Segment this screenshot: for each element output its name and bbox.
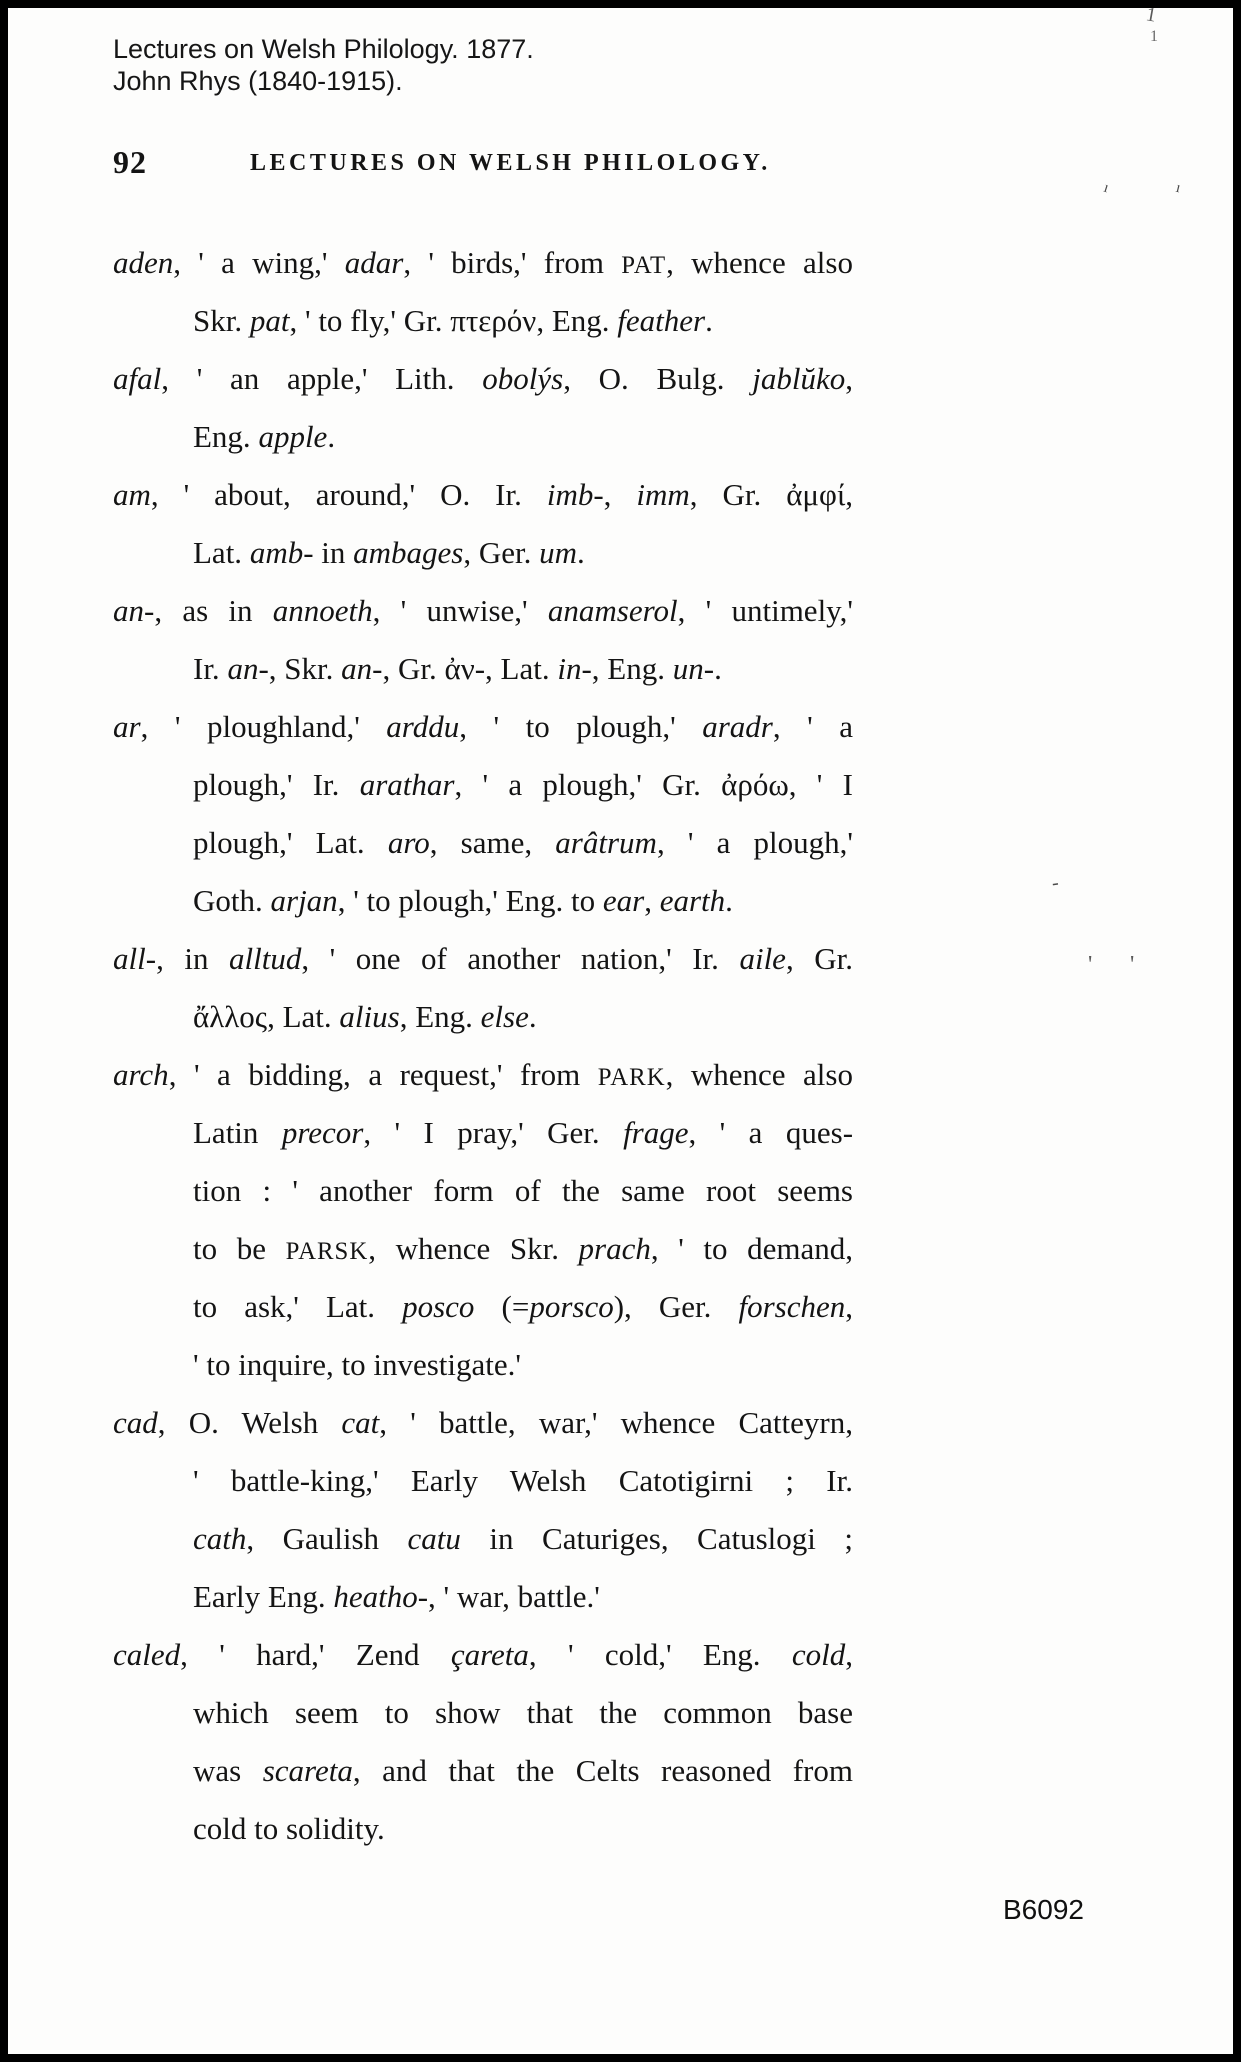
text-segment: ), Ger. xyxy=(613,1289,739,1324)
text-segment: cath xyxy=(193,1521,247,1556)
text-segment: , ' a xyxy=(772,709,853,744)
text-line xyxy=(113,872,853,930)
text-segment: afal xyxy=(113,361,162,396)
text-line xyxy=(113,582,853,640)
text-segment: ar xyxy=(113,709,141,744)
text-segment: ἄλλος xyxy=(193,999,268,1034)
text-segment: anamserol xyxy=(547,593,678,628)
text-segment: in- xyxy=(557,651,592,686)
text-segment: earth xyxy=(659,883,726,918)
text-line xyxy=(113,1452,853,1510)
text-segment: , ' hard,' Zend xyxy=(180,1637,451,1672)
text-segment: , xyxy=(845,477,854,512)
text-segment: , xyxy=(603,477,637,512)
text-segment: , Gr. xyxy=(382,651,445,686)
text-segment: . xyxy=(577,535,585,570)
text-segment: am xyxy=(113,477,151,512)
text-segment: Skr. xyxy=(193,303,250,338)
text-segment: , ' ploughland,' xyxy=(140,709,387,744)
text-segment: , ' to demand, xyxy=(650,1231,853,1266)
text-line xyxy=(113,1568,853,1626)
text-segment: , ' about, around,' O. Ir. xyxy=(150,477,547,512)
text-segment: adar xyxy=(344,245,404,280)
text-segment: , Gr. xyxy=(689,477,787,512)
text-segment: arddu xyxy=(386,709,460,744)
text-segment: cold to solidity. xyxy=(193,1811,385,1846)
text-segment: jablŭko xyxy=(752,361,846,396)
text-segment: in Caturiges, Catuslogi ; xyxy=(460,1521,854,1556)
body-text xyxy=(113,234,853,1858)
text-segment: . xyxy=(528,999,537,1034)
text-line xyxy=(113,1278,853,1336)
text-segment: , xyxy=(644,883,660,918)
text-segment: tion : ' another form of the same root seems xyxy=(193,1173,853,1208)
text-line xyxy=(113,1162,853,1220)
text-segment: , xyxy=(845,1637,853,1672)
text-segment: , ' birds,' from xyxy=(403,245,622,280)
text-segment: , Lat. xyxy=(267,999,340,1034)
text-segment: , ' untimely,' xyxy=(677,593,854,628)
text-line xyxy=(113,1742,853,1800)
text-line xyxy=(113,930,853,988)
text-segment: πτερόν xyxy=(450,303,537,338)
text-line xyxy=(113,466,853,524)
text-segment: , ' I pray,' Ger. xyxy=(363,1115,624,1150)
scan-artifact: ' xyxy=(1088,952,1093,978)
text-segment: Ir. xyxy=(193,651,228,686)
text-segment: scareta xyxy=(262,1753,353,1788)
text-segment: ' to inquire, to investigate.' xyxy=(193,1347,521,1382)
text-segment: , ' to plough,' xyxy=(459,709,703,744)
text-segment: , Eng. xyxy=(399,999,481,1034)
text-segment: forschen xyxy=(738,1289,846,1324)
page-background xyxy=(8,3,1233,2054)
text-segment: PARK xyxy=(597,1064,666,1091)
text-segment: , Eng. xyxy=(591,651,673,686)
scan-artifact: 1 xyxy=(1144,3,1158,27)
text-segment: in xyxy=(313,535,354,570)
text-segment: , O. Bulg. xyxy=(563,361,753,396)
text-line xyxy=(113,640,853,698)
text-segment: Lat. xyxy=(193,535,250,570)
text-segment: apple xyxy=(258,419,328,454)
text-segment: un- xyxy=(672,651,715,686)
text-line xyxy=(113,1394,853,1452)
text-segment: heatho- xyxy=(333,1579,429,1614)
text-line xyxy=(113,350,853,408)
text-segment: , and that the Celts reasoned from xyxy=(352,1753,853,1788)
scan-artifact: ı xyxy=(1101,179,1111,197)
text-segment: , ' battle, war,' whence Catteyrn, xyxy=(379,1405,853,1440)
text-segment: , ' to fly,' Gr. xyxy=(289,303,451,338)
text-line xyxy=(113,814,853,872)
text-segment: , O. Welsh xyxy=(157,1405,342,1440)
text-segment: Latin xyxy=(193,1115,282,1150)
text-segment: cad xyxy=(113,1405,158,1440)
text-line xyxy=(113,1626,853,1684)
text-segment: an- xyxy=(113,593,155,628)
text-segment: Goth. xyxy=(193,883,271,918)
text-segment: , Ger. xyxy=(463,535,540,570)
text-segment: , Gaulish xyxy=(246,1521,408,1556)
provenance-author: John Rhys (1840-1915). xyxy=(113,66,403,96)
page-number: 92 xyxy=(113,144,147,180)
text-segment: Eng. xyxy=(193,419,259,454)
text-segment: , Skr. xyxy=(268,651,342,686)
text-segment: . xyxy=(725,883,733,918)
text-segment: arch xyxy=(113,1057,169,1092)
text-segment: which seem to show that the common base xyxy=(193,1695,853,1730)
scan-artifact: ı xyxy=(1174,179,1183,197)
text-segment: cold xyxy=(791,1637,846,1672)
text-segment: cat xyxy=(341,1405,380,1440)
text-segment: (= xyxy=(474,1289,530,1324)
text-segment: plough,' Ir. xyxy=(193,767,360,802)
text-segment: frage xyxy=(623,1115,689,1150)
text-segment: ' battle-king,' Early Welsh Catotigirni ; Ir. xyxy=(193,1463,853,1498)
text-segment: aradr xyxy=(702,709,773,744)
text-segment: catu xyxy=(407,1521,461,1556)
text-segment: was xyxy=(193,1753,263,1788)
text-segment: ἀν- xyxy=(444,651,486,686)
text-segment: ἀμφί xyxy=(786,477,846,512)
text-segment: . xyxy=(714,651,722,686)
text-segment: ambages xyxy=(353,535,464,570)
text-segment: obolýs xyxy=(482,361,564,396)
text-segment: , xyxy=(845,1289,853,1324)
text-segment: porsco xyxy=(529,1289,614,1324)
text-segment: posco xyxy=(402,1289,475,1324)
running-title: LECTURES ON WELSH PHILOLOGY. xyxy=(250,150,771,176)
text-segment: amb- xyxy=(249,535,314,570)
text-segment: ἀρόω xyxy=(721,767,789,802)
scan-artifact: - xyxy=(1050,871,1061,895)
text-segment: , ' unwise,' xyxy=(372,593,548,628)
text-segment: , ' cold,' Eng. xyxy=(528,1637,792,1672)
text-line xyxy=(113,1684,853,1742)
text-segment: , ' a bidding, a request,' from xyxy=(168,1057,598,1092)
text-segment: , ' a plough,' Gr. xyxy=(454,767,722,802)
text-segment: arathar xyxy=(359,767,455,802)
text-segment: PAT xyxy=(621,252,667,279)
text-segment: , Gr. xyxy=(785,941,853,976)
text-segment: , ' a ques- xyxy=(688,1115,854,1150)
text-segment: , ' a plough,' xyxy=(656,825,853,860)
text-segment: alius xyxy=(339,999,400,1034)
text-segment: precor xyxy=(281,1115,364,1150)
text-segment: , ' an apple,' Lith. xyxy=(161,361,483,396)
text-segment: all- xyxy=(113,941,157,976)
text-line xyxy=(113,1336,853,1394)
text-segment: feather xyxy=(617,303,706,338)
text-segment: , whence also xyxy=(666,245,853,280)
provenance-title: Lectures on Welsh Philology. 1877. xyxy=(113,34,534,64)
text-segment: , ' war, battle.' xyxy=(428,1579,600,1614)
text-segment: , Eng. xyxy=(536,303,618,338)
text-segment: , same, xyxy=(429,825,556,860)
text-segment: pat xyxy=(249,303,290,338)
text-line xyxy=(113,1220,853,1278)
text-segment: aile xyxy=(739,941,786,976)
text-segment: , whence also xyxy=(665,1057,853,1092)
text-segment: to ask,' Lat. xyxy=(193,1289,403,1324)
text-line xyxy=(113,1104,853,1162)
text-segment: Early Eng. xyxy=(193,1579,334,1614)
text-segment: an- xyxy=(341,651,383,686)
text-segment: , Lat. xyxy=(485,651,558,686)
text-segment: else xyxy=(480,999,529,1034)
text-segment: , as in xyxy=(154,593,273,628)
text-line xyxy=(113,524,853,582)
text-segment: PARSK xyxy=(285,1238,369,1265)
text-line xyxy=(113,234,853,292)
text-line xyxy=(113,1046,853,1104)
text-segment: aro xyxy=(387,825,430,860)
text-line xyxy=(113,292,853,350)
text-line xyxy=(113,698,853,756)
text-segment: . xyxy=(705,303,713,338)
text-segment: . xyxy=(327,419,336,454)
text-segment: , xyxy=(845,361,853,396)
text-line xyxy=(113,756,853,814)
text-segment: arjan xyxy=(270,883,338,918)
text-segment: an- xyxy=(227,651,269,686)
text-line xyxy=(113,1800,853,1858)
text-segment: imm xyxy=(636,477,690,512)
text-segment: , ' one of another nation,' Ir. xyxy=(301,941,740,976)
text-line xyxy=(113,1510,853,1568)
text-segment: plough,' Lat. xyxy=(193,825,388,860)
text-segment: alltud xyxy=(229,941,302,976)
text-segment: , in xyxy=(156,941,229,976)
text-segment: , ' I xyxy=(788,767,853,802)
text-line xyxy=(113,408,853,466)
text-segment: , ' to plough,' Eng. to xyxy=(337,883,603,918)
text-segment: , ' a wing,' xyxy=(173,245,345,280)
text-segment: ear xyxy=(602,883,645,918)
text-segment: prach xyxy=(578,1231,651,1266)
text-segment: to be xyxy=(193,1231,286,1266)
text-segment: arâtrum xyxy=(555,825,657,860)
text-segment: caled xyxy=(113,1637,181,1672)
text-segment: çareta xyxy=(450,1637,529,1672)
text-segment: imb- xyxy=(546,477,604,512)
text-segment: annoeth xyxy=(272,593,373,628)
text-segment: um xyxy=(539,535,578,570)
text-segment: aden xyxy=(113,245,174,280)
scan-artifact: ' xyxy=(1130,952,1135,978)
scan-artifact: 1 xyxy=(1150,28,1158,45)
text-line xyxy=(113,988,853,1046)
catalog-number: B6092 xyxy=(1003,1894,1084,1925)
text-segment: , whence Skr. xyxy=(368,1231,579,1266)
